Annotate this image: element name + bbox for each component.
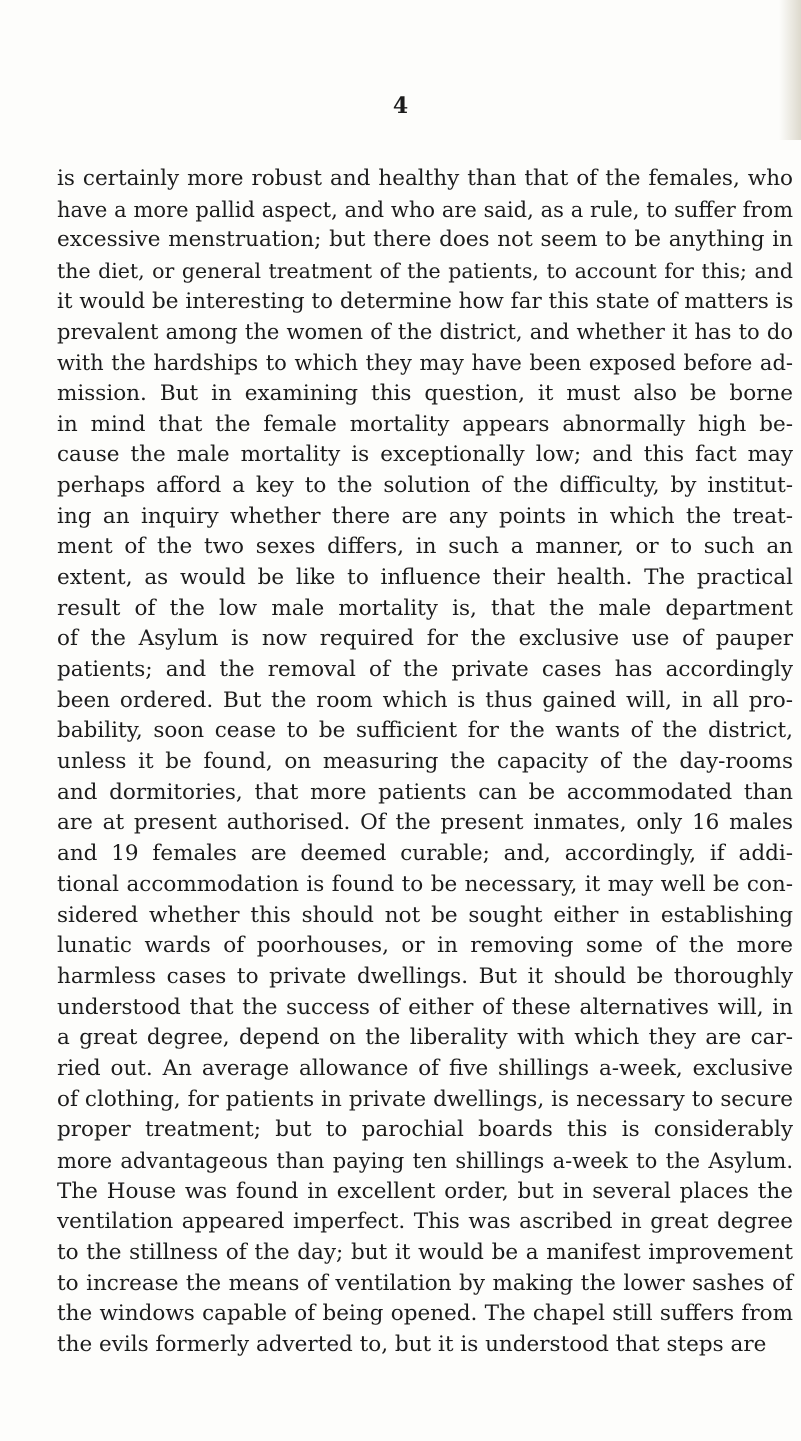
text-line: a great degree, depend on the liberality with which they are car- <box>57 1025 793 1051</box>
text-line: the evils formerly adverted to, but it is understood that steps are <box>57 1332 767 1358</box>
text-line: excessive menstruation; but there does not seem to be anything in <box>57 227 793 253</box>
text-line: understood that the success of either of these alternatives will, in <box>57 994 793 1020</box>
text-line: the windows capable of being opened. The chapel still suffers from <box>57 1301 793 1327</box>
body-text <box>57 164 793 1361</box>
text-line: result of the low male mortality is, that the male department <box>57 595 793 621</box>
text-line: ventilation appeared imperfect. This was ascribed in great degree <box>57 1209 793 1235</box>
text-line: with the hardships to which they may have been exposed before ad- <box>57 351 793 376</box>
text-line: and 19 females are deemed curable; and, accordingly, if addi- <box>57 841 793 867</box>
text-line: ing an inquiry whether there are any points in which the treat- <box>57 503 793 529</box>
text-line: are at present authorised. Of the present inmates, only 16 males <box>57 810 793 836</box>
text-line: it would be interesting to determine how far this state of matters is <box>57 288 794 314</box>
text-line: tional accommodation is found to be necessary, it may well be con- <box>57 871 793 897</box>
page-edge-shadow <box>779 0 801 140</box>
text-line: to the stillness of the day; but it would be a manifest improvement <box>57 1240 793 1266</box>
text-line: harmless cases to private dwellings. But it should be thoroughly <box>57 963 793 989</box>
text-line: unless it be found, on measuring the capacity of the day-rooms <box>57 749 793 775</box>
text-line: been ordered. But the room which is thus gained will, in all pro- <box>57 687 793 713</box>
text-line: of the Asylum is now required for the exclusive use of pauper <box>57 626 793 652</box>
text-line: bability, soon cease to be sufficient for the wants of the district, <box>57 718 793 744</box>
text-line: mission. But in examining this question, it must also be borne <box>57 380 793 406</box>
text-line: ried out. An average allowance of five shillings a-week, exclusive <box>57 1055 793 1081</box>
page-number: 4 <box>392 93 409 119</box>
text-line: of clothing, for patients in private dwellings, is necessary to secure <box>57 1086 793 1112</box>
text-line: ment of the two sexes differs, in such a manner, or to such an <box>57 534 793 560</box>
text-line: have a more pallid aspect, and who are said, as a rule, to suffer from <box>57 197 793 222</box>
text-line: the diet, or general treatment of the patients, to account for this; and <box>57 259 793 284</box>
text-line: is certainly more robust and healthy than that of the females, who <box>57 166 793 191</box>
text-line: to increase the means of ventilation by making the lower sashes of <box>57 1270 793 1296</box>
text-line: in mind that the female mortality appears abnormally high be- <box>57 411 793 437</box>
text-line: patients; and the removal of the private cases has accordingly <box>57 657 793 682</box>
text-line: perhaps afford a key to the solution of the difficulty, by institut- <box>57 472 793 498</box>
text-line: extent, as would be like to influence their health. The practical <box>57 564 793 590</box>
text-line: and dormitories, that more patients can be accommodated than <box>57 779 793 805</box>
text-line: sidered whether this should not be sought either in establishing <box>57 902 793 928</box>
text-line: The House was found in excellent order, but in several places the <box>57 1178 793 1204</box>
text-line: more advantageous than paying ten shillings a-week to the Asylum. <box>57 1149 793 1173</box>
text-line: lunatic wards of poorhouses, or in removing some of the more <box>57 933 793 959</box>
text-line: cause the male mortality is exceptionally low; and this fact may <box>57 442 793 468</box>
text-line: proper treatment; but to parochial boards this is considerably <box>57 1117 793 1143</box>
text-line: prevalent among the women of the district, and whether it has to do <box>57 320 793 345</box>
